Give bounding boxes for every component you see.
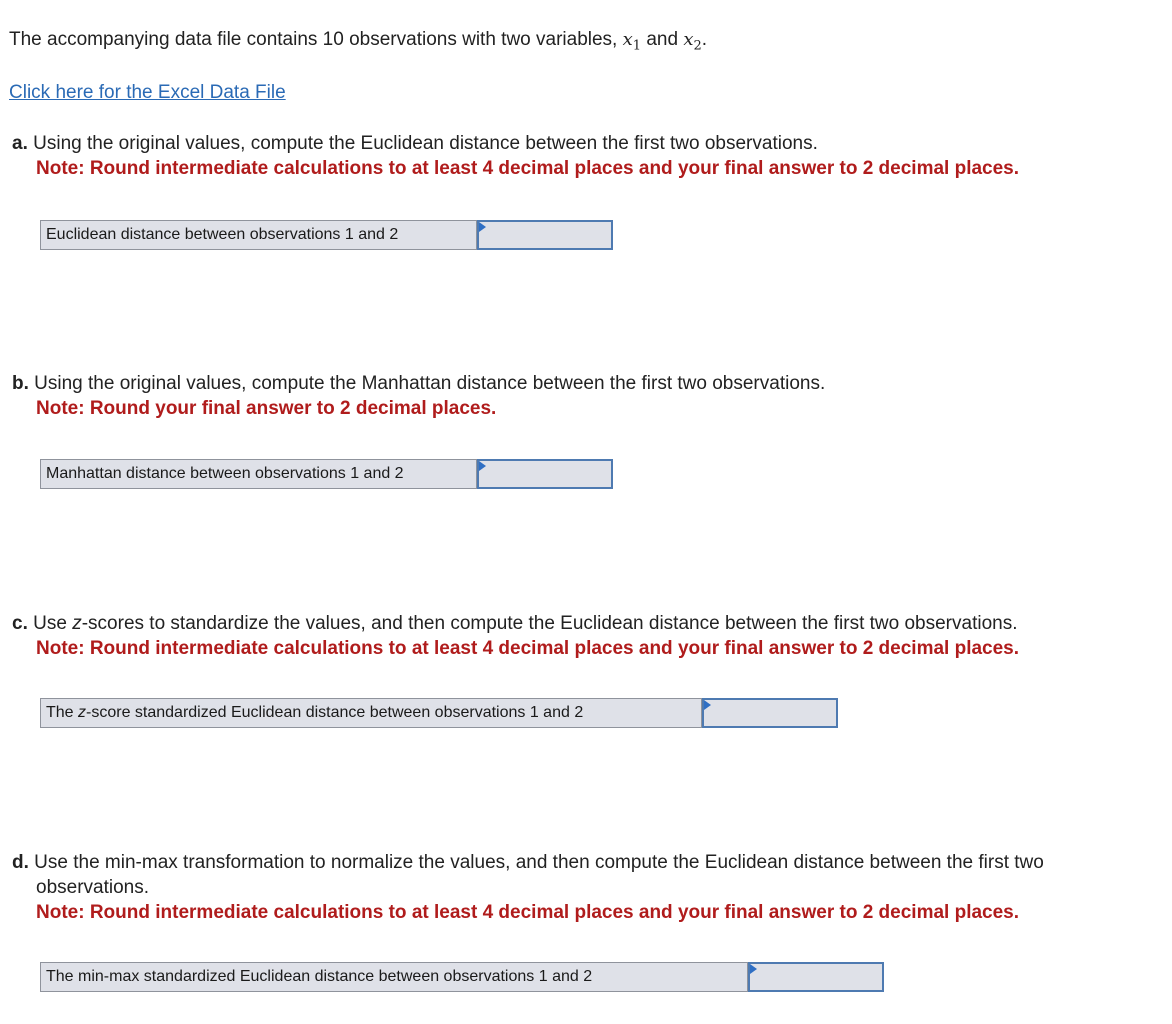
part-b-text: Using the original values, compute the Manhattan distance between the first two observations. — [28, 373, 826, 394]
part-d-answer-input[interactable] — [748, 962, 884, 992]
part-c-text-post: -scores to standardize the values, and then compute the Euclidean distance between the first two observations. — [81, 613, 1018, 634]
part-c-z-symbol: z — [72, 613, 82, 634]
part-b-input-wrap — [477, 459, 613, 489]
part-c-answer-row — [40, 698, 838, 728]
part-b-answer-label: Manhattan distance between observations 1 and 2 — [40, 459, 477, 489]
part-c-letter: c. — [12, 613, 28, 634]
part-a-answer-label: Euclidean distance between observations 1 and 2 — [40, 220, 477, 250]
part-d-letter: d. — [12, 852, 29, 873]
part-b-letter: b. — [12, 373, 29, 394]
part-c-answer-input[interactable] — [702, 698, 838, 728]
part-d-answer-label: The min-max standardized Euclidean distance between observations 1 and 2 — [40, 962, 748, 992]
part-a-question — [12, 131, 1019, 181]
part-d-text-cont: observations. — [36, 877, 150, 898]
variable-x2: $x_2$ — [683, 29, 702, 54]
excel-data-file-link[interactable]: Click here for the Excel Data File — [9, 82, 286, 103]
part-a-text: Using the original values, compute the Euclidean distance between the first two observations. — [27, 133, 818, 154]
problem-intro — [9, 28, 707, 59]
part-b-answer-input[interactable] — [477, 459, 613, 489]
part-c-question — [12, 611, 1019, 661]
part-c-note: Note: Round intermediate calculations to at least 4 decimal places and your final answer to 2 decimal places. — [36, 638, 1020, 659]
part-b-note: Note: Round your final answer to 2 decimal places. — [36, 398, 497, 419]
intro-period: . — [701, 29, 708, 50]
intro-and: and — [641, 29, 684, 50]
intro-text: The accompanying data file contains 10 observations with two variables, — [9, 29, 623, 50]
part-d-answer-row — [40, 962, 884, 992]
part-d-note: Note: Round intermediate calculations to at least 4 decimal places and your final answer to 2 decimal places. — [36, 902, 1020, 923]
part-d-question — [12, 850, 1044, 925]
part-a-note: Note: Round intermediate calculations to at least 4 decimal places and your final answer to 2 decimal places. — [36, 158, 1020, 179]
part-a-input-wrap — [477, 220, 613, 250]
part-d-input-wrap — [748, 962, 884, 992]
part-c-input-wrap — [702, 698, 838, 728]
part-d-text: Use the min-max transformation to normalize the values, and then compute the Euclidean distance between the first two — [28, 852, 1044, 873]
part-a-answer-input[interactable] — [477, 220, 613, 250]
part-b-answer-row — [40, 459, 613, 489]
part-a-answer-row — [40, 220, 613, 250]
part-b-question — [12, 371, 825, 421]
part-a-letter: a. — [12, 133, 28, 154]
variable-x1: $x_1$ — [622, 29, 642, 54]
part-c-answer-label: The z-score standardized Euclidean distance between observations 1 and 2 — [40, 698, 702, 728]
part-c-text-pre: Use — [27, 613, 73, 634]
